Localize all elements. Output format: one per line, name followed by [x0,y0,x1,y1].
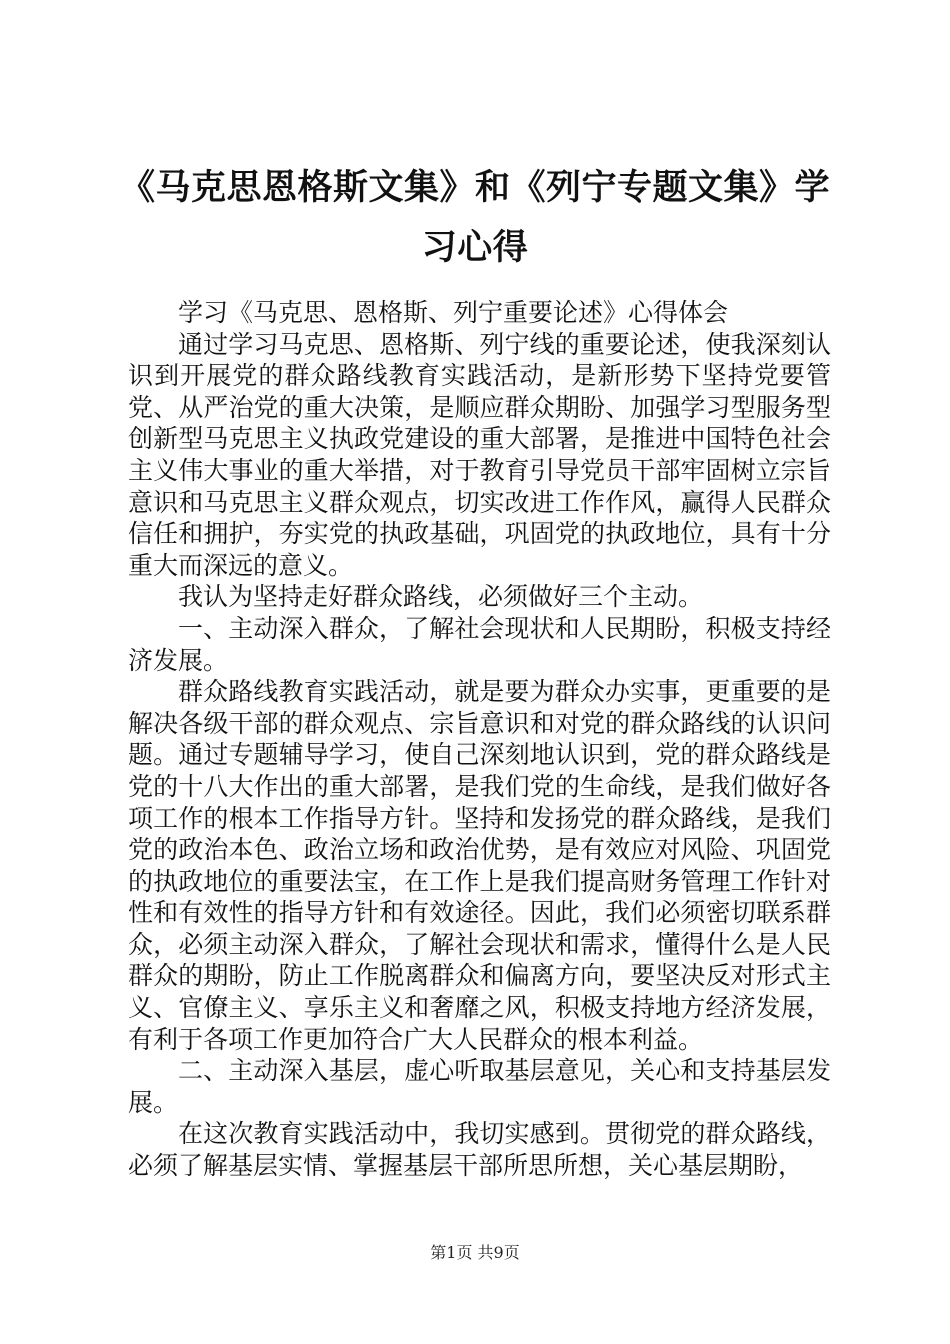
document-title: 《马克思恩格斯文集》和《列宁专题文集》学习心得 [119,167,830,268]
body-paragraph: 群众路线教育实践活动，就是要为群众办实事，更重要的是解决各级干部的群众观点、宗旨意识和对党的群众路线的认识问题。通过专题辅导学习，使自己深刻地认识到，党的群众路线是党的十八大作出的重大部署，是我们党的生命线，是我们做好各项工作的根本工作指导方针。坚持和发扬党的群众路线，是我们党的政治本色、政治立场和政治优势，是有效应对风险、巩固党的执政地位的重要法宝，在工作上是我们提高财务管理工作针对性和有效性的指导方针和有效途径。因此，我们必须密切联系群众，必须主动深入群众，了解社会现状和需求，懂得什么是人民群众的期盼，防止工作脱离群众和偏离方向，要坚决反对形式主义、官僚主义、享乐主义和奢靡之风，积极支持地方经济发展，有利于各项工作更加符合广大人民群众的根本利益。 [128,677,831,1054]
body-paragraph: 通过学习马克思、恩格斯、列宁线的重要论述，使我深刻认识到开展党的群众路线教育实践活动，是新形势下坚持党要管党、从严治党的重大决策，是顺应群众期盼、加强学习型服务型创新型马克思主义执政党建设的重大部署，是推进中国特色社会主义伟大事业的重大举措，对于教育引导党员干部牢固树立宗旨意识和马克思主义群众观点，切实改进工作作风，赢得人民群众信任和拥护，夯实党的执政基础，巩固党的执政地位，具有十分重大而深远的意义。 [128,329,831,580]
document-body [128,297,831,1182]
section-heading: 二、主动深入基层，虚心听取基层意见，关心和支持基层发展。 [128,1056,831,1117]
body-paragraph: 我认为坚持走好群众路线，必须做好三个主动。 [178,582,704,612]
section-heading: 一、主动深入群众，了解社会现状和人民期盼，积极支持经济发展。 [128,613,831,675]
subtitle-paragraph: 学习《马克思、恩格斯、列宁重要论述》心得体会 [178,298,729,327]
body-paragraph: 在这次教育实践活动中，我切实感到。贯彻党的群众路线，必须了解基层实情、掌握基层干部所思所想，关心基层期盼， [128,1119,831,1181]
page-number-footer: 第1页 共9页 [430,1243,520,1262]
